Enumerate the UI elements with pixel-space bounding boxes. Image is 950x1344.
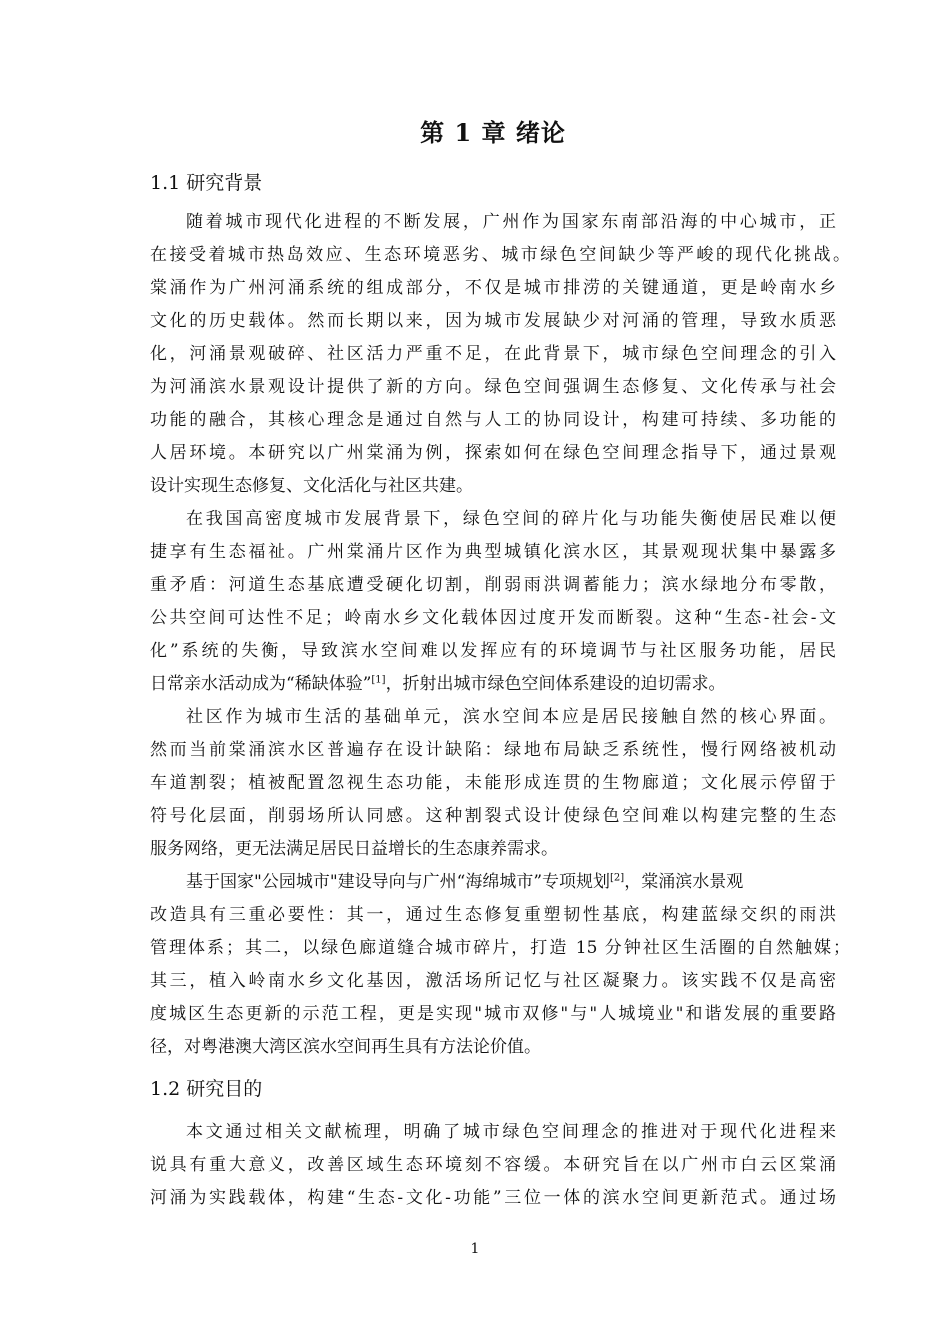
- paragraph-line: 然而当前棠涌滨水区普遍存在设计缺陷：绿地布局缺乏系统性，慢行网络被机动: [150, 740, 836, 760]
- paragraph-line: [150, 668, 850, 701]
- paragraph-line: 公共空间可达性不足；岭南水乡文化载体因过度开发而断裂。这种“生态-社会-文: [150, 608, 836, 628]
- paragraph-line: 捷享有生态福祉。广州棠涌片区作为典型城镇化滨水区，其景观现状集中暴露多: [150, 542, 836, 562]
- paragraph-line: 本文通过相关文献梳理，明确了城市绿色空间理念的推进对于现代化进程来: [186, 1122, 836, 1142]
- paragraph-line: 径，对粤港澳大湾区滨水空间再生具有方法论价值。: [150, 1037, 541, 1057]
- paragraph-fragment: ，棠涌滨水景观: [624, 872, 744, 892]
- paragraph-line: 棠涌作为广州河涌系统的组成部分，不仅是城市排涝的关键通道，更是岭南水乡: [150, 278, 836, 298]
- paragraph-line: 河涌为实践载体，构建“生态-文化-功能”三位一体的滨水空间更新范式。通过场: [150, 1188, 836, 1208]
- paragraph-line: 人居环境。本研究以广州棠涌为例，探索如何在绿色空间理念指导下，通过景观: [150, 443, 836, 463]
- paragraph-line: 设计实现生态修复、文化活化与社区共建。: [150, 476, 473, 496]
- paragraph-line: 其三，植入岭南水乡文化基因，激活场所记忆与社区凝聚力。该实践不仅是高密: [150, 971, 836, 991]
- page-number: 1: [470, 1241, 480, 1257]
- paragraph-fragment: 日常亲水活动成为“稀缺体验”: [150, 674, 372, 694]
- paragraph-line: 化”系统的失衡，导致滨水空间难以发挥应有的环境调节与社区服务功能，居民: [150, 641, 836, 661]
- paragraph-line: [186, 866, 836, 899]
- paragraph-line: 度城区生态更新的示范工程，更是实现"城市双修"与"人城境业"和谐发展的重要路: [150, 1004, 836, 1024]
- paragraph-line: 管理体系；其二，以绿色廊道缝合城市碎片，打造 15 分钟社区生活圈的自然触媒；: [150, 938, 850, 958]
- paragraph-line: 改造具有三重必要性：其一，通过生态修复重塑韧性基底，构建蓝绿交织的雨洪: [150, 905, 836, 925]
- paragraph-line: 功能的融合，其核心理念是通过自然与人工的协同设计，构建可持续、多功能的: [150, 410, 836, 430]
- section-title-background: 1.1 研究背景: [150, 172, 263, 194]
- paragraph-line: 服务网络，更无法满足居民日益增长的生态康养需求。: [150, 839, 558, 859]
- paragraph-line: 说具有重大意义，改善区域生态环境刻不容缓。本研究旨在以广州市白云区棠涌: [150, 1155, 836, 1175]
- paragraph-fragment: ，折射出城市绿色空间体系建设的迫切需求。: [385, 674, 726, 694]
- paragraph-line: 符号化层面，削弱场所认同感。这种割裂式设计使绿色空间难以构建完整的生态: [150, 806, 836, 826]
- paragraph-line: 文化的历史载体。然而长期以来，因为城市发展缺少对河涌的管理，导致水质恶: [150, 311, 836, 331]
- citation-ref[interactable]: [1]: [371, 674, 386, 686]
- paragraph-line: 随着城市现代化进程的不断发展，广州作为国家东南部沿海的中心城市，正: [186, 212, 836, 232]
- paragraph-line: 社区作为城市生活的基础单元，滨水空间本应是居民接触自然的核心界面。: [186, 707, 836, 727]
- paragraph-line: 车道割裂；植被配置忽视生态功能，未能形成连贯的生物廊道；文化展示停留于: [150, 773, 836, 793]
- citation-ref[interactable]: [2]: [610, 872, 625, 884]
- paragraph-line: 为河涌滨水景观设计提供了新的方向。绿色空间强调生态修复、文化传承与社会: [150, 377, 836, 397]
- paragraph-line: 在接受着城市热岛效应、生态环境恶劣、城市绿色空间缺少等严峻的现代化挑战。: [150, 245, 850, 265]
- paragraph-fragment: 基于国家"公园城市"建设导向与广州“海绵城市”专项规划: [186, 872, 611, 892]
- paragraph-line: 在我国高密度城市发展背景下，绿色空间的碎片化与功能失衡使居民难以便: [186, 509, 836, 529]
- paragraph-line: 重矛盾：河道生态基底遭受硬化切割，削弱雨洪调蓄能力；滨水绿地分布零散，: [150, 575, 836, 595]
- section-title-purpose: 1.2 研究目的: [150, 1078, 263, 1100]
- paragraph-line: 化，河涌景观破碎、社区活力严重不足，在此背景下，城市绿色空间理念的引入: [150, 344, 836, 364]
- chapter-title: 第 1 章 绪论: [420, 118, 566, 147]
